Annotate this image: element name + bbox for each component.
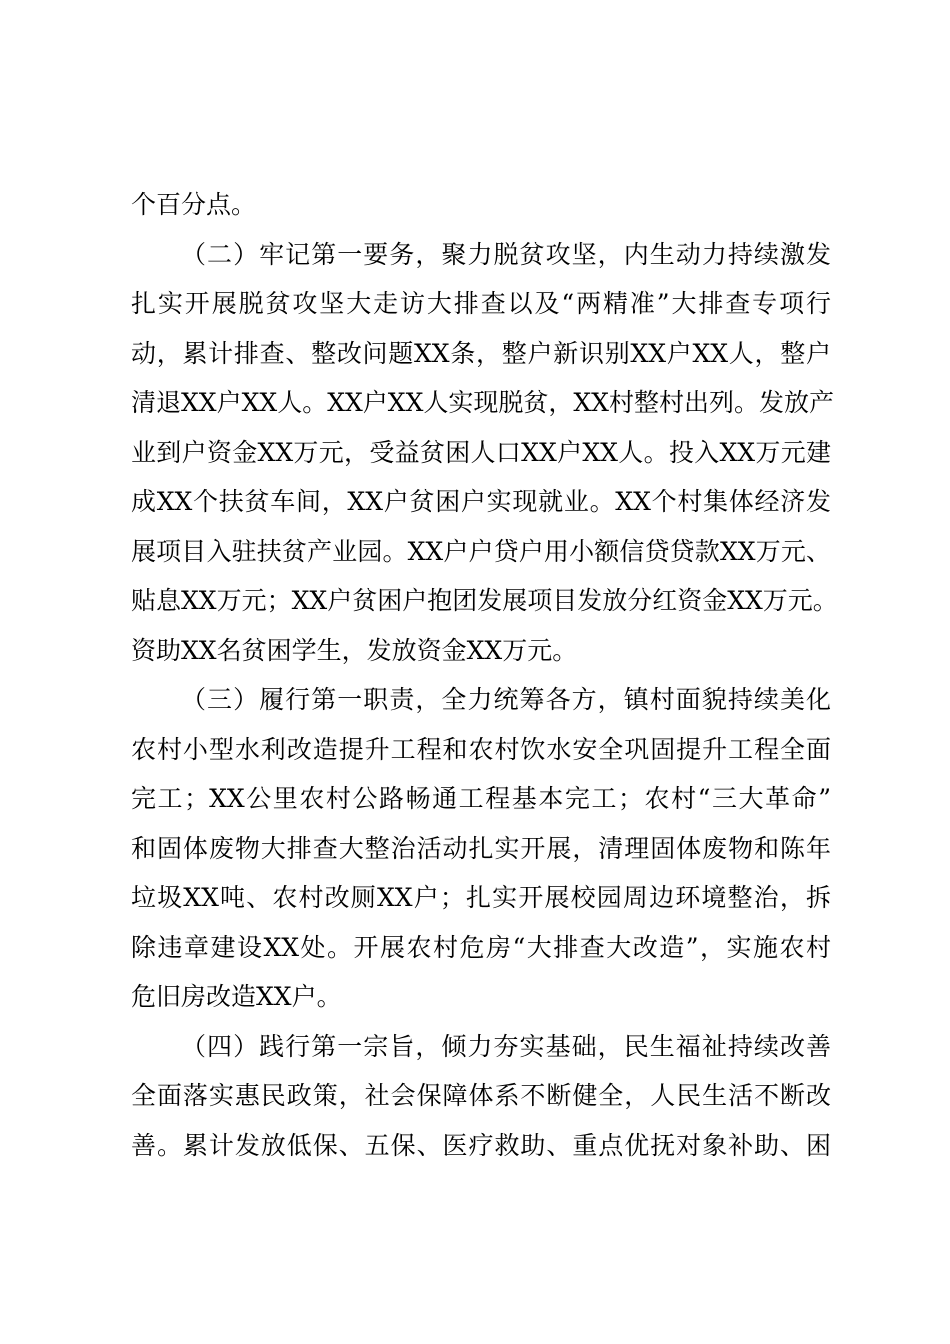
text-line: 农村小型水利改造提升工程和农村饮水安全巩固提升工程全面 bbox=[131, 735, 831, 764]
text-line: 清退XX户XX人。XX户XX人实现脱贫，XX村整村出列。发放产 bbox=[131, 388, 834, 417]
text-line: 展项目入驻扶贫产业园。XX户户贷户用小额信贷贷款XX万元、 bbox=[131, 537, 831, 566]
text-line: 个百分点。 bbox=[131, 190, 257, 219]
text-line: 成XX个扶贫车间，XX户贫困户实现就业。XX个村集体经济发 bbox=[131, 487, 831, 516]
section-heading: （二）牢记第一要务，聚力脱贫攻坚，内生动力持续激发 bbox=[181, 240, 831, 269]
text-line: 贴息XX万元；XX户贫困户抱团发展项目发放分红资金XX万元。 bbox=[131, 586, 838, 615]
text-line: 危旧房改造XX户。 bbox=[131, 982, 342, 1011]
text-line: 和固体废物大排查大整治活动扎实开展，清理固体废物和陈年 bbox=[131, 834, 831, 863]
text-line: 全面落实惠民政策，社会保障体系不断健全，人民生活不断改 bbox=[131, 1081, 831, 1110]
text-line: 善。累计发放低保、五保、医疗救助、重点优抚对象补助、困 bbox=[131, 1131, 831, 1160]
text-line: 动，累计排查、整改问题XX条，整户新识别XX户XX人，整户 bbox=[131, 339, 831, 368]
text-line: 业到户资金XX万元，受益贫困人口XX户XX人。投入XX万元建 bbox=[131, 438, 831, 467]
text-line: 垃圾XX吨、农村改厕XX户；扎实开展校园周边环境整治，拆 bbox=[131, 883, 831, 912]
section-heading: （四）践行第一宗旨，倾力夯实基础，民生福祉持续改善 bbox=[181, 1032, 831, 1061]
text-line: 资助XX名贫困学生，发放资金XX万元。 bbox=[131, 636, 578, 665]
text-line: 除违章建设XX处。开展农村危房“大排查大改造”，实施农村 bbox=[131, 933, 831, 962]
text-line: 完工；XX公里农村公路畅通工程基本完工；农村“三大革命” bbox=[131, 784, 831, 813]
section-heading: （三）履行第一职责，全力统筹各方，镇村面貌持续美化 bbox=[181, 685, 831, 714]
text-line: 扎实开展脱贫攻坚大走访大排查以及“两精准”大排查专项行 bbox=[131, 289, 831, 318]
